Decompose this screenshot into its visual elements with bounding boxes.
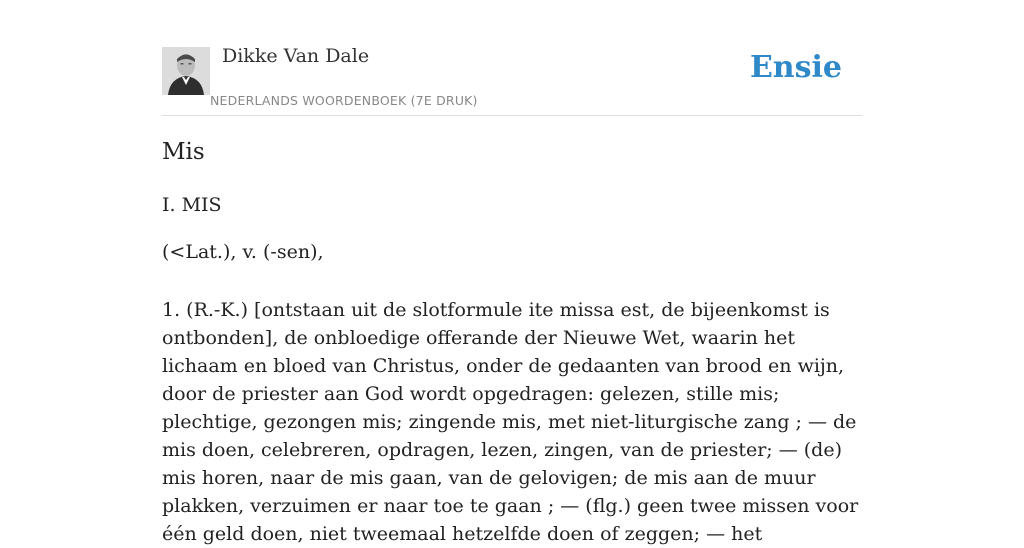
entry-title: Mis [162, 139, 205, 165]
entry-heading: I. MIS [162, 194, 222, 216]
entry-definition: 1. (R.-K.) [ontstaan uit de slotformule ite missa est, de bijeenkomst is ontbonden], de onbloedige offerande der Nieuwe Wet, waarin het lichaam en bloed van Christus, onder de gedaanten van brood en wijn, door de priester aan God wordt opgedragen: gelezen, stille mis; plechtige, gezongen mis; zingende mis, met niet-liturgische zang ; — de mis doen, celebreren, opdragen, lezen, zingen, van de priester; — (de) mis horen, naar de mis gaan, van de gelovigen; de mis aan de muur plakken, verzuimen er naar toe te gaan ; — (flg.) geen twee missen voor één geld doen, niet tweemaal hetzelfde doen of zeggen; — het [162, 299, 859, 545]
author-avatar[interactable] [162, 47, 210, 95]
page [162, 0, 862, 545]
portrait-photo-icon [162, 47, 210, 95]
entry-grammar-note: (<Lat.), v. (-sen), [162, 241, 324, 263]
entry-header [162, 0, 862, 116]
author-name[interactable]: Dikke Van Dale [222, 45, 370, 67]
brand-logo-link[interactable]: Ensie [749, 50, 842, 85]
source-label[interactable]: NEDERLANDS WOORDENBOEK (7E DRUK) [210, 93, 478, 108]
